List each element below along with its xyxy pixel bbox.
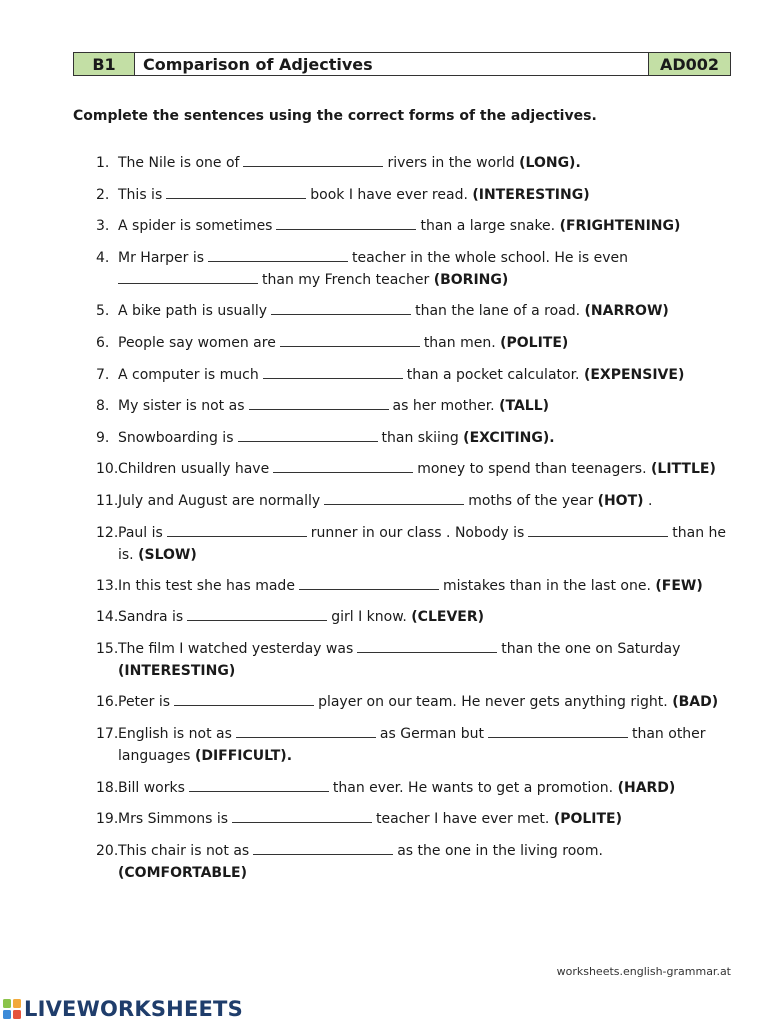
item-number: 10. [96, 461, 119, 477]
exercise-item: 7. A computer is much than a pocket calculator. (EXPENSIVE) [96, 364, 726, 386]
adjective-hint: (LITTLE) [651, 461, 716, 477]
adjective-hint: (TALL) [499, 398, 550, 414]
worksheet-title: Comparison of Adjectives [135, 53, 649, 75]
answer-blank[interactable] [174, 691, 314, 706]
item-number: 9. [96, 430, 110, 446]
exercise-item: 16. Peter is player on our team. He never gets anything right. (BAD) [96, 691, 726, 713]
answer-blank[interactable] [187, 606, 327, 621]
item-number: 19. [96, 811, 119, 827]
answer-blank[interactable] [236, 723, 376, 738]
item-number: 11. [96, 493, 119, 509]
adjective-hint: (EXCITING). [463, 430, 555, 446]
exercise-item: 17. English is not as as German but than other languages (DIFFICULT). [96, 723, 726, 767]
adjective-hint: (SLOW) [138, 547, 197, 563]
answer-blank[interactable] [357, 638, 497, 653]
adjective-hint: (BORING) [433, 272, 509, 288]
item-number: 13. [96, 578, 119, 594]
item-number: 17. [96, 726, 119, 742]
item-number: 18. [96, 780, 119, 796]
brand-name: LIVEWORKSHEETS [24, 997, 243, 1021]
answer-blank[interactable] [208, 247, 348, 262]
adjective-hint: (LONG). [519, 155, 581, 171]
adjective-hint: (COMFORTABLE) [118, 865, 247, 881]
adjective-hint: (EXPENSIVE) [583, 367, 685, 383]
exercise-item: 19. Mrs Simmons is teacher I have ever met. (POLITE) [96, 808, 726, 830]
answer-blank[interactable] [189, 777, 329, 792]
adjective-hint: (HARD) [617, 780, 676, 796]
adjective-hint: (INTERESTING) [472, 187, 590, 203]
answer-blank[interactable] [273, 458, 413, 473]
item-number: 14. [96, 609, 119, 625]
worksheet-code: AD002 [649, 53, 730, 75]
item-number: 20. [96, 843, 119, 859]
answer-blank[interactable] [118, 269, 258, 284]
item-number: 6. [96, 335, 110, 351]
adjective-hint: (FEW) [655, 578, 703, 594]
answer-blank[interactable] [253, 840, 393, 855]
exercise-item: 12. Paul is runner in our class . Nobody is than he is. (SLOW) [96, 522, 726, 566]
adjective-hint: (POLITE) [553, 811, 623, 827]
level-cell: B1 [74, 53, 135, 75]
answer-blank[interactable] [280, 332, 420, 347]
answer-blank[interactable] [238, 427, 378, 442]
answer-blank[interactable] [488, 723, 628, 738]
exercise-item: 20. This chair is not as as the one in the living room. (COMFORTABLE) [96, 840, 726, 884]
answer-blank[interactable] [249, 395, 389, 410]
answer-blank[interactable] [232, 808, 372, 823]
adjective-hint: (FRIGHTENING) [559, 218, 681, 234]
exercise-item: 15. The film I watched yesterday was than the one on Saturday (INTERESTING) [96, 638, 726, 682]
item-number: 8. [96, 398, 110, 414]
adjective-hint: (NARROW) [584, 303, 669, 319]
exercise-item: 6. People say women are than men. (POLITE) [96, 332, 726, 354]
adjective-hint: (POLITE) [500, 335, 569, 351]
instructions: Complete the sentences using the correct forms of the adjectives. [73, 108, 597, 124]
item-number: 16. [96, 694, 119, 710]
exercise-item: 11. July and August are normally moths of the year (HOT) . [96, 490, 726, 512]
answer-blank[interactable] [276, 215, 416, 230]
worksheet-header [73, 52, 731, 76]
source-site: worksheets.english-grammar.at [556, 965, 731, 978]
exercise-item: 4. Mr Harper is teacher in the whole school. He is even than my French teacher (BORING) [96, 247, 726, 291]
adjective-hint: (HOT) [597, 493, 644, 509]
item-number: 15. [96, 641, 119, 657]
answer-blank[interactable] [167, 522, 307, 537]
adjective-hint: (CLEVER) [411, 609, 485, 625]
exercise-item: 2. This is book I have ever read. (INTERESTING) [96, 184, 726, 206]
answer-blank[interactable] [271, 300, 411, 315]
answer-blank[interactable] [166, 184, 306, 199]
exercise-item: 10. Children usually have money to spend than teenagers. (LITTLE) [96, 458, 726, 480]
exercise-item: 18. Bill works than ever. He wants to get a promotion. (HARD) [96, 777, 726, 799]
item-number: 1. [96, 155, 110, 171]
adjective-hint: (INTERESTING) [118, 663, 236, 679]
answer-blank[interactable] [263, 364, 403, 379]
exercise-item: 1. The Nile is one of rivers in the world (LONG). [96, 152, 726, 174]
exercise-item: 13. In this test she has made mistakes than in the last one. (FEW) [96, 575, 726, 597]
answer-blank[interactable] [324, 490, 464, 505]
item-number: 5. [96, 303, 110, 319]
item-number: 2. [96, 187, 110, 203]
exercise-item: 5. A bike path is usually than the lane of a road. (NARROW) [96, 300, 726, 322]
answer-blank[interactable] [243, 152, 383, 167]
exercise-item: 14. Sandra is girl I know. (CLEVER) [96, 606, 726, 628]
adjective-hint: (BAD) [672, 694, 719, 710]
item-number: 12. [96, 525, 119, 541]
item-number: 7. [96, 367, 110, 383]
exercise-item: 3. A spider is sometimes than a large snake. (FRIGHTENING) [96, 215, 726, 237]
brand-logo [2, 996, 243, 1022]
adjective-hint: (DIFFICULT). [194, 748, 293, 764]
exercise-item: 9. Snowboarding is than skiing (EXCITING). [96, 427, 726, 449]
answer-blank[interactable] [299, 575, 439, 590]
answer-blank[interactable] [528, 522, 668, 537]
item-number: 3. [96, 218, 110, 234]
item-number: 4. [96, 250, 110, 266]
liveworksheets-logo-icon [2, 998, 22, 1020]
exercise-item: 8. My sister is not as as her mother. (TALL) [96, 395, 726, 417]
